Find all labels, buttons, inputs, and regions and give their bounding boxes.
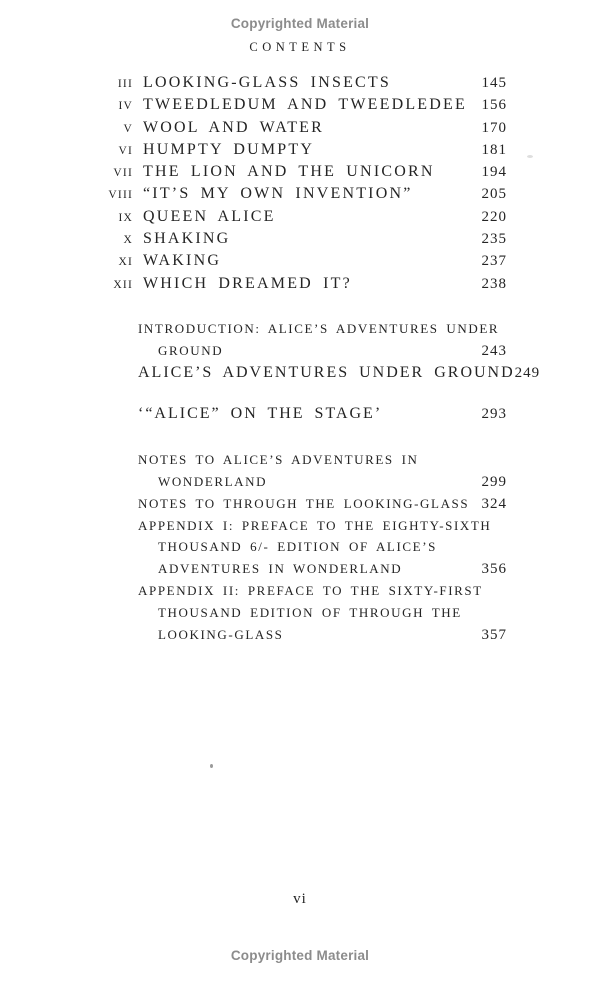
chapter-numeral: IX <box>118 211 133 224</box>
entry-line: GROUND <box>158 342 224 358</box>
chapter-title: THE LION AND THE UNICORN <box>143 163 435 181</box>
chapter-title: WOOL AND WATER <box>143 118 325 136</box>
chapter-title: HUMPTY DUMPTY <box>143 140 315 158</box>
entry-page: 357 <box>481 626 507 643</box>
entry-line: ADVENTURES IN WONDERLAND <box>158 561 403 577</box>
chapter-numeral: VIII <box>108 189 133 202</box>
chapter-numeral: VI <box>118 144 133 157</box>
chapter-page: 145 <box>481 75 507 91</box>
entry-line: INTRODUCTION: ALICE’S ADVENTURES UNDER <box>138 321 500 336</box>
page-folio: vi <box>293 891 307 907</box>
toc-row <box>85 117 507 139</box>
entry-page: 293 <box>481 406 507 423</box>
chapter-numeral: III <box>117 78 133 90</box>
watermark-bottom: Copyrighted Material <box>230 948 370 963</box>
back-matter-entry <box>138 449 507 493</box>
chapter-page: 235 <box>481 231 507 248</box>
entry-page: 299 <box>481 473 507 490</box>
chapter-title: SHAKING <box>143 230 231 248</box>
chapter-page: 205 <box>481 186 507 203</box>
chapter-title: LOOKING-GLASS INSECTS <box>143 74 391 91</box>
entry-line: THOUSAND EDITION OF THROUGH THE <box>158 604 462 620</box>
entry-line: NOTES TO ALICE’S ADVENTURES IN <box>138 452 419 468</box>
toc-row <box>85 72 507 94</box>
chapter-title: “IT’S MY OWN INVENTION” <box>143 185 413 203</box>
entry-line: APPENDIX II: PREFACE TO THE SIXTY-FIRST <box>138 582 483 598</box>
toc-row <box>85 139 507 161</box>
entry-line: LOOKING-GLASS <box>158 626 284 642</box>
chapter-numeral: XII <box>113 278 133 291</box>
entry-page: 243 <box>481 342 507 359</box>
toc-row <box>85 183 507 205</box>
chapter-numeral: VII <box>113 167 133 180</box>
chapter-title: TWEEDLEDUM AND TWEEDLEDEE <box>143 96 467 114</box>
chapter-page: 238 <box>481 275 507 292</box>
entry-page: 249 <box>514 364 541 381</box>
chapter-page: 194 <box>481 164 507 181</box>
watermark-top: Copyrighted Material <box>230 16 370 31</box>
entry-line: ‘“ALICE” ON THE STAGE’ <box>138 405 383 423</box>
scan-speck <box>527 155 533 158</box>
toc-row <box>85 94 507 116</box>
back-matter-entry <box>138 515 507 580</box>
entry-page: 356 <box>481 561 507 578</box>
chapter-page: 237 <box>481 253 507 270</box>
back-matter-entry <box>138 493 507 515</box>
chapter-numeral: V <box>123 122 133 135</box>
chapter-page: 220 <box>481 208 507 225</box>
toc-row <box>85 161 507 183</box>
chapter-title: WHICH DREAMED IT? <box>143 274 352 292</box>
toc-row <box>85 228 507 250</box>
chapter-page: 181 <box>481 141 507 158</box>
entry-page: 324 <box>481 495 507 512</box>
chapter-list <box>85 72 507 295</box>
toc-row <box>85 250 507 272</box>
entry-line: ALICE’S ADVENTURES UNDER GROUND <box>138 363 515 381</box>
back-matter-entry <box>138 362 541 384</box>
chapter-numeral: XI <box>118 256 133 269</box>
back-matter-entry <box>138 403 507 425</box>
entry-line: NOTES TO THROUGH THE LOOKING-GLASS <box>138 495 470 511</box>
chapter-numeral: IV <box>118 100 133 113</box>
back-matter-entry <box>138 318 507 362</box>
chapter-page: 156 <box>481 97 507 114</box>
chapter-title: QUEEN ALICE <box>143 207 276 225</box>
entry-line: WONDERLAND <box>158 473 268 489</box>
back-matter-entry <box>138 580 507 645</box>
entry-line: APPENDIX I: PREFACE TO THE EIGHTY-SIXTH <box>138 517 492 533</box>
scan-speck <box>210 764 213 768</box>
entry-line: THOUSAND 6/- EDITION OF ALICE’S <box>158 539 437 555</box>
contents-heading: CONTENTS <box>249 40 351 54</box>
toc-row <box>85 273 507 295</box>
chapter-page: 170 <box>481 119 507 136</box>
chapter-title: WAKING <box>143 252 222 270</box>
toc-row <box>85 206 507 228</box>
chapter-numeral: X <box>123 234 133 247</box>
back-matter-list <box>138 318 541 645</box>
